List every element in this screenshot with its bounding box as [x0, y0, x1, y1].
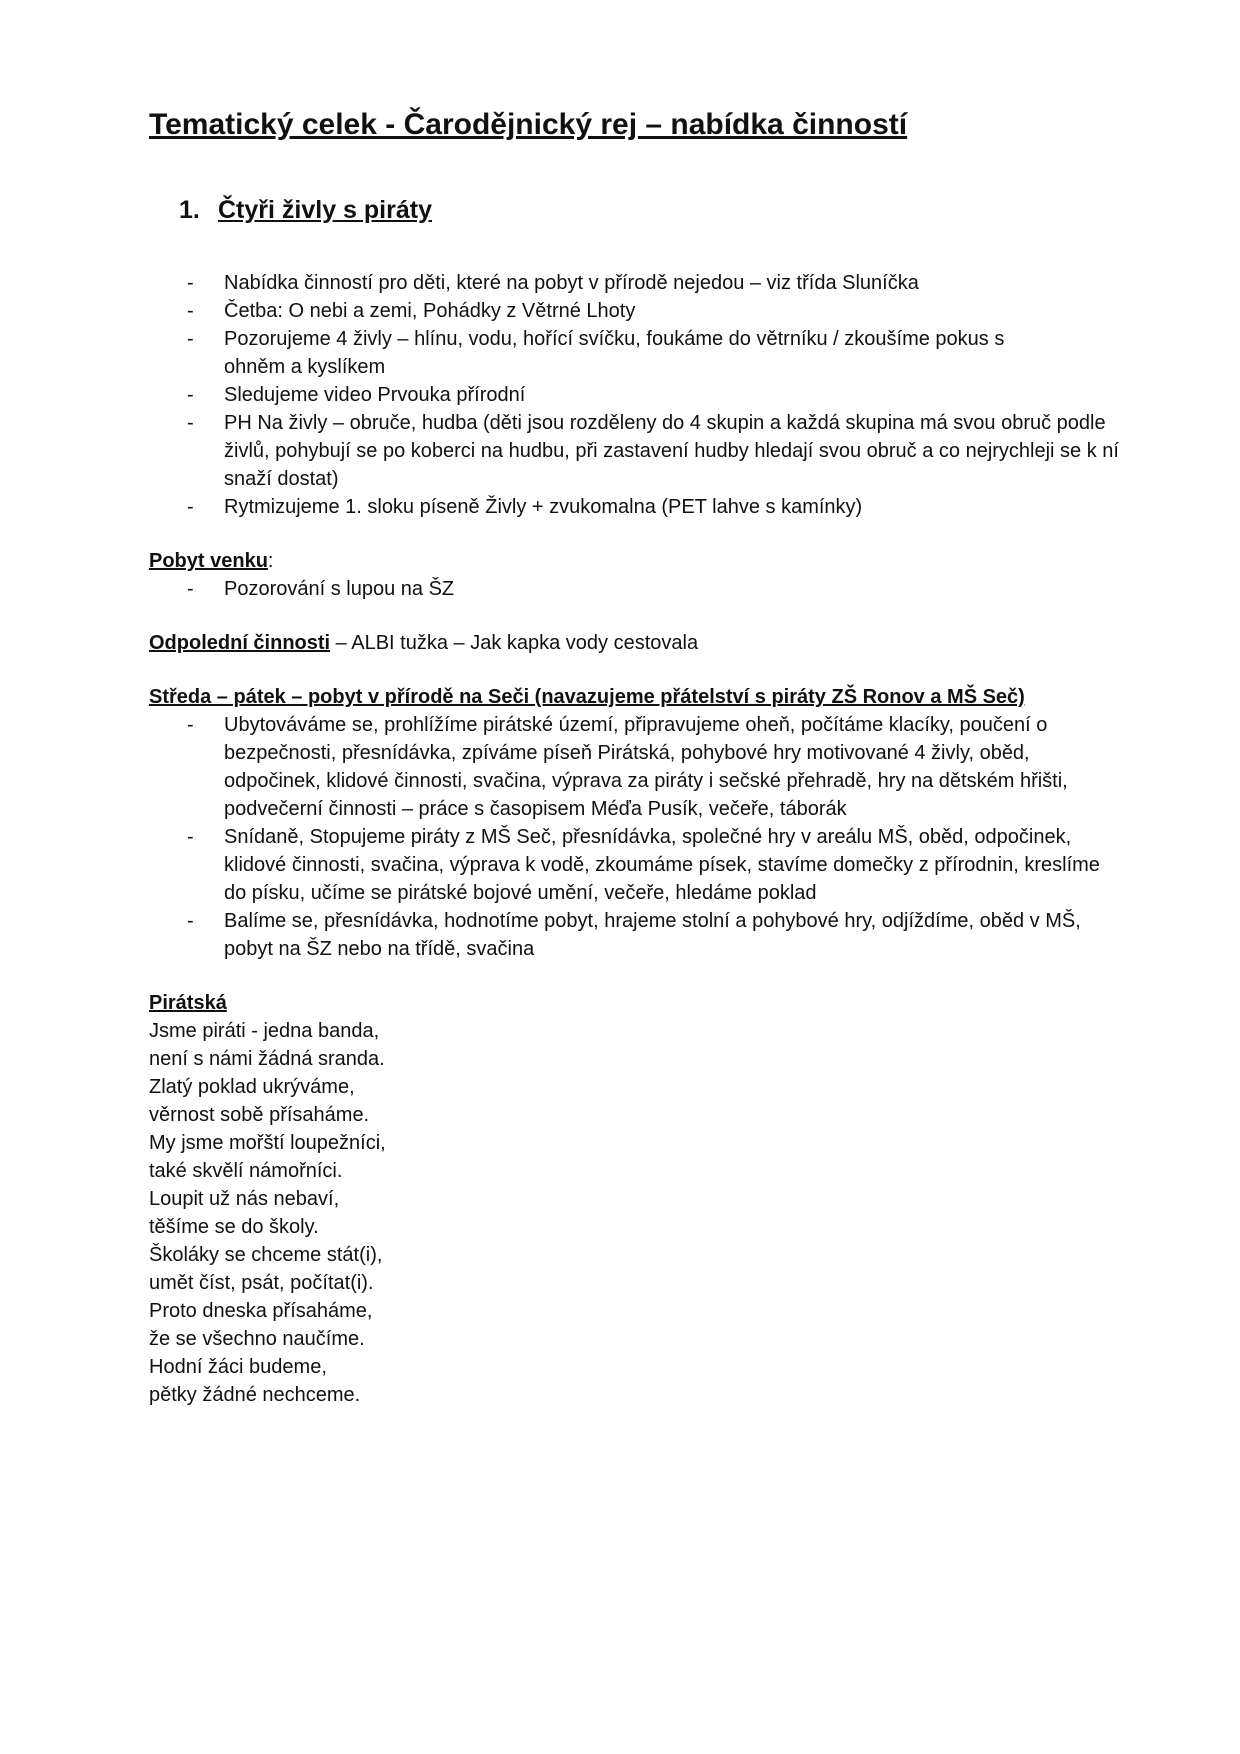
song-line: že se všechno naučíme.	[149, 1328, 365, 1350]
song-line: Hodní žáci budeme,	[149, 1356, 327, 1378]
activity-list	[149, 409, 1120, 493]
dash-bullet: -	[187, 272, 194, 294]
dash-bullet: -	[187, 300, 194, 322]
song-line: Loupit už nás nebaví,	[149, 1188, 340, 1210]
outdoor-heading: Pobyt venku:	[149, 550, 274, 572]
list-item: - Nabídka činností pro děti, které na pobyt v přírodě nejedou – viz třída Sluníčka	[149, 269, 1120, 297]
trip-heading: Středa – pátek – pobyt v přírodě na Seči (navazujeme přátelství s piráty ZŠ Ronov a MŠ Seč)	[149, 686, 1025, 708]
song-line: My jsme mořští loupežníci,	[149, 1132, 386, 1154]
section-heading	[179, 193, 1120, 227]
activity-list	[149, 269, 1120, 325]
section-number: 1.	[179, 196, 200, 224]
list-item: - Ubytováváme se, prohlížíme pirátské území, připravujeme oheň, počítáme klacíky, poučení o bezpečnosti, přesnídávka, zpíváme píseň Pirátská, pohybové hry motivované 4 živly, oběd, odpočinek, klidové činnosti, svačina, výprava za piráty i sečské přehradě, hry na dětském hřišti, podvečerní činnosti – práce s časopisem Méďa Pusík, večeře, táborák	[149, 711, 1120, 823]
list-item: - Sledujeme video Prvouka přírodní	[149, 381, 1120, 409]
song-stanza	[149, 1241, 1120, 1409]
list-item: - Pozorujeme 4 živly – hlínu, vodu, hořící svíčku, foukáme do větrníku / zkoušíme pokus s ohněm a kyslíkem	[149, 325, 1120, 381]
song-line: Jsme piráti - jedna banda,	[149, 1020, 380, 1042]
dash-bullet: -	[187, 826, 194, 848]
dash-bullet: -	[187, 496, 194, 518]
song-line: těšíme se do školy.	[149, 1216, 319, 1238]
outdoor-list	[149, 575, 1120, 603]
song-title: Pirátská	[149, 992, 227, 1014]
list-item: - PH Na živly – obruče, hudba (děti jsou rozděleny do 4 skupin a každá skupina má svou obruč podle živlů, pohybují se po koberci na hudbu, při zastavení hudby hledají svou obruč a co nejrychleji se k ní snaží dostat)	[149, 409, 1120, 493]
outdoor-label: Pobyt venku	[149, 550, 268, 572]
activity-list	[149, 325, 1120, 381]
dash-bullet: -	[187, 578, 194, 600]
song-line: umět číst, psát, počítat(i).	[149, 1272, 374, 1294]
song-line: Školáky se chceme stát(i),	[149, 1244, 383, 1266]
list-item: - Snídaně, Stopujeme piráty z MŠ Seč, přesnídávka, společné hry v areálu MŠ, oběd, odpočinek, klidové činnosti, svačina, výprava k vodě, zkoumáme písek, stavíme domečky z přírodnin, kreslíme do písku, učíme se pirátské bojové umění, večeře, hledáme poklad	[149, 823, 1120, 907]
song-line: Zlatý poklad ukrýváme,	[149, 1076, 355, 1098]
song-line: pětky žádné nechceme.	[149, 1384, 361, 1406]
dash-bullet: -	[187, 714, 194, 736]
afternoon-label: Odpolední činnosti	[149, 632, 331, 654]
trip-list	[149, 711, 1120, 963]
dash-bullet: -	[187, 328, 194, 350]
list-item: - Balíme se, přesnídávka, hodnotíme pobyt, hrajeme stolní a pohybové hry, odjíždíme, oběd v MŠ, pobyt na ŠZ nebo na třídě, svačina	[149, 907, 1120, 963]
activity-list	[149, 493, 1120, 521]
document-title: Tematický celek - Čarodějnický rej – nabídka činností	[149, 108, 908, 141]
song-line: také skvělí námořníci.	[149, 1160, 343, 1182]
song-line: Proto dneska přísaháme,	[149, 1300, 373, 1322]
list-item: - Četba: O nebi a zemi, Pohádky z Větrné Lhoty	[149, 297, 1120, 325]
song-stanza	[149, 1017, 1120, 1129]
song-stanza	[149, 1129, 1120, 1241]
list-item: - Pozorování s lupou na ŠZ	[149, 575, 1120, 603]
dash-bullet: -	[187, 412, 194, 434]
afternoon-line: Odpolední činnosti – ALBI tužka – Jak kapka vody cestovala	[149, 632, 699, 654]
dash-bullet: -	[187, 910, 194, 932]
dash-bullet: -	[187, 384, 194, 406]
song-line: věrnost sobě přísaháme.	[149, 1104, 370, 1126]
section-title: Čtyři živly s piráty	[218, 196, 432, 224]
list-item: - Rytmizujeme 1. sloku píseně Živly + zvukomalna (PET lahve s kamínky)	[149, 493, 1120, 521]
activity-list	[149, 381, 1120, 409]
song-line: není s námi žádná sranda.	[149, 1048, 385, 1070]
